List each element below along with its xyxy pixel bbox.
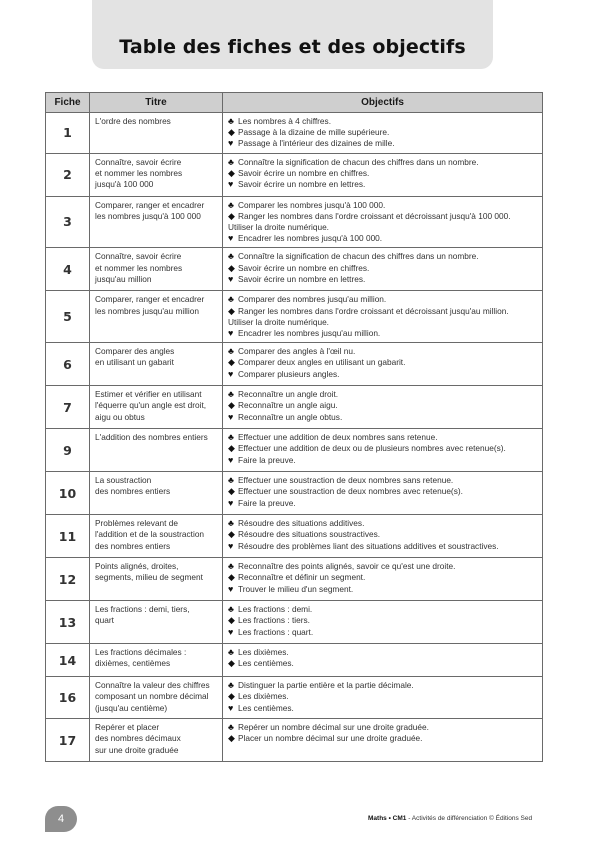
- club-icon: ♣: [228, 475, 234, 486]
- footer-credit-rest: - Activités de différenciation © Éditions Sed: [406, 815, 533, 822]
- club-icon: ♣: [228, 680, 234, 691]
- objectif-text: Faire la preuve.: [238, 497, 296, 508]
- heart-icon: ♥: [228, 233, 234, 244]
- table-row: [46, 472, 543, 515]
- objectif-item: [228, 475, 538, 486]
- objectif-item: [228, 179, 538, 190]
- titre-line: en utilisant un gabarit: [95, 357, 174, 368]
- fiche-number: 4: [46, 248, 90, 291]
- objectif-item: [228, 369, 538, 380]
- objectif-text: Les fractions : tiers.: [238, 615, 310, 626]
- titre-line: des nombres entiers: [95, 540, 171, 551]
- club-icon: ♣: [228, 722, 234, 733]
- club-icon: ♣: [228, 389, 234, 400]
- objectif-item: [228, 233, 538, 244]
- objectif-item: [228, 168, 538, 179]
- objectif-item: [228, 317, 538, 328]
- titre-line: segments, milieu de segment: [95, 572, 203, 583]
- heart-icon: ♥: [228, 454, 234, 465]
- club-icon: ♣: [228, 199, 234, 210]
- heart-icon: ♥: [228, 179, 234, 190]
- heart-icon: ♥: [228, 702, 234, 713]
- table-row: [46, 386, 543, 429]
- table-row: [46, 291, 543, 343]
- table-row: [46, 248, 543, 291]
- diamond-icon: ◆: [228, 262, 235, 273]
- fiche-titre: [90, 719, 223, 762]
- footer-credit-bold: Maths • CM1: [368, 815, 407, 822]
- fiche-number: 3: [46, 196, 90, 248]
- page-number: 4: [57, 813, 65, 825]
- fiche-objectifs: [223, 343, 543, 386]
- objectif-text: Comparer des angles à l'œil nu.: [238, 346, 356, 357]
- objectif-text: Reconnaître un angle aigu.: [238, 400, 338, 411]
- fiche-number: 7: [46, 386, 90, 429]
- diamond-icon: ◆: [228, 615, 235, 626]
- objectif-item: [228, 116, 538, 127]
- objectif-text: Les centièmes.: [238, 702, 294, 713]
- diamond-icon: ◆: [228, 167, 235, 178]
- fiche-titre: [90, 677, 223, 719]
- objectif-text: Les centièmes.: [238, 658, 294, 669]
- fiche-titre: [90, 429, 223, 472]
- titre-line: sur une droite graduée: [95, 744, 179, 755]
- objectif-item: [228, 127, 538, 138]
- objectif-text: Effectuer une addition de deux ou de plusieurs nombres avec retenue(s).: [238, 443, 506, 454]
- titre-line: aigu ou obtus: [95, 411, 145, 422]
- fiche-objectifs: [223, 429, 543, 472]
- objectif-item: [228, 389, 538, 400]
- objectif-text: Les dixièmes.: [238, 647, 289, 658]
- objectif-item: [228, 691, 538, 702]
- objectif-text: Les fractions : quart.: [238, 626, 314, 637]
- fiche-number: 6: [46, 343, 90, 386]
- objectif-item: [228, 680, 538, 691]
- objectif-text: Connaître la signification de chacun des chiffres dans un nombre.: [238, 251, 479, 262]
- table-row: [46, 113, 543, 154]
- objectif-item: [228, 733, 538, 744]
- objectif-item: [228, 274, 538, 285]
- titre-line: Connaître, savoir écrire: [95, 251, 182, 262]
- objectif-text: Résoudre des situations additives.: [238, 518, 365, 529]
- heart-icon: ♥: [228, 626, 234, 637]
- objectif-item: [228, 412, 538, 423]
- titre-line: L'ordre des nombres: [95, 116, 171, 126]
- objectif-item: [228, 222, 538, 233]
- objectif-item: [228, 627, 538, 638]
- objectif-text: Reconnaître des points alignés, savoir ce qu'est une droite.: [238, 561, 456, 572]
- objectif-text: Reconnaître un angle obtus.: [238, 411, 343, 422]
- titre-line: (jusqu'au centième): [95, 702, 168, 713]
- heart-icon: ♥: [228, 273, 234, 284]
- fiche-number: 14: [46, 644, 90, 677]
- fiche-titre: [90, 558, 223, 601]
- titre-line: Connaître la valeur des chiffres: [95, 680, 210, 691]
- fiche-number: 2: [46, 153, 90, 196]
- titre-line: l'addition et de la soustraction: [95, 529, 205, 540]
- objectif-item: [228, 157, 538, 168]
- objectif-item: [228, 498, 538, 509]
- objectif-text: Repérer un nombre décimal sur une droite graduée.: [238, 722, 429, 733]
- titre-line: des nombres entiers: [95, 486, 171, 497]
- page-title: Table des fiches et des objectifs: [119, 36, 466, 58]
- objectif-text: Effectuer une soustraction de deux nombres sans retenue.: [238, 475, 454, 486]
- titre-line: et nommer les nombres: [95, 167, 183, 178]
- diamond-icon: ◆: [228, 486, 235, 497]
- titre-line: Comparer, ranger et encadrer: [95, 199, 205, 210]
- fiche-objectifs: [223, 644, 543, 677]
- fiche-objectifs: [223, 113, 543, 154]
- objectif-text: Savoir écrire un nombre en chiffres.: [238, 262, 370, 273]
- titre-line: L'addition des nombres entiers: [95, 432, 208, 443]
- club-icon: ♣: [228, 561, 234, 572]
- fiche-titre: [90, 113, 223, 154]
- objectif-text: Les fractions : demi.: [238, 604, 313, 615]
- objectif-item: [228, 722, 538, 733]
- title-banner: [92, 0, 493, 69]
- objectif-item: [228, 703, 538, 714]
- diamond-icon: ◆: [228, 127, 235, 138]
- titre-line: Les fractions : demi, tiers,: [95, 604, 190, 615]
- fiche-objectifs: [223, 248, 543, 291]
- fiche-number: 16: [46, 677, 90, 719]
- titre-line: Estimer et vérifier en utilisant: [95, 389, 202, 400]
- footer-credit: [368, 815, 532, 822]
- diamond-icon: ◆: [228, 305, 235, 316]
- fiche-objectifs: [223, 601, 543, 644]
- objectif-text: Savoir écrire un nombre en lettres.: [238, 273, 366, 284]
- objectif-text: Effectuer une soustraction de deux nombres avec retenue(s).: [238, 486, 463, 497]
- titre-line: La soustraction: [95, 475, 152, 486]
- objectif-text: Connaître la signification de chacun des chiffres dans un nombre.: [238, 156, 479, 167]
- titre-line: Comparer, ranger et encadrer: [95, 294, 205, 305]
- fiche-titre: [90, 644, 223, 677]
- objectif-item: [228, 306, 538, 317]
- titre-line: les nombres jusqu'à 100 000: [95, 210, 201, 221]
- objectif-text: Les dixièmes.: [238, 691, 289, 702]
- fiche-number: 10: [46, 472, 90, 515]
- fiche-objectifs: [223, 386, 543, 429]
- objectif-item: [228, 138, 538, 149]
- fiche-titre: [90, 601, 223, 644]
- objectif-item: [228, 615, 538, 626]
- fiche-number: 17: [46, 719, 90, 762]
- diamond-icon: ◆: [228, 733, 235, 744]
- objectif-text: Ranger les nombres dans l'ordre croissant et décroissant jusqu'à 100 000.: [238, 210, 511, 221]
- table-row: [46, 558, 543, 601]
- heart-icon: ♥: [228, 328, 234, 339]
- objectif-item: [228, 486, 538, 497]
- titre-line: Repérer et placer: [95, 722, 160, 733]
- titre-line: des nombres décimaux: [95, 733, 181, 744]
- fiche-titre: [90, 248, 223, 291]
- club-icon: ♣: [228, 346, 234, 357]
- objectif-text: Reconnaître un angle droit.: [238, 389, 339, 400]
- objectif-text: Comparer les nombres jusqu'à 100 000.: [238, 199, 386, 210]
- fiche-objectifs: [223, 153, 543, 196]
- titre-line: les nombres jusqu'au million: [95, 305, 199, 316]
- header-objectifs: Objectifs: [223, 93, 543, 113]
- fiche-objectifs: [223, 515, 543, 558]
- objectif-item: [228, 541, 538, 552]
- club-icon: ♣: [228, 251, 234, 262]
- fiche-number: 13: [46, 601, 90, 644]
- objectif-item: [228, 604, 538, 615]
- fiche-titre: [90, 472, 223, 515]
- objectif-text: Savoir écrire un nombre en lettres.: [238, 179, 366, 190]
- titre-line: Problèmes relevant de: [95, 518, 179, 529]
- objectif-text: Utiliser la droite numérique.: [228, 316, 329, 327]
- diamond-icon: ◆: [228, 658, 235, 669]
- heart-icon: ♥: [228, 411, 234, 422]
- header-titre: Titre: [90, 93, 223, 113]
- fiche-number: 9: [46, 429, 90, 472]
- objectif-item: [228, 572, 538, 583]
- diamond-icon: ◆: [228, 357, 235, 368]
- objectif-text: Comparer plusieurs angles.: [238, 368, 340, 379]
- objectif-item: [228, 647, 538, 658]
- heart-icon: ♥: [228, 138, 234, 149]
- titre-line: dixièmes, centièmes: [95, 658, 171, 669]
- fiche-objectifs: [223, 472, 543, 515]
- objectif-text: Savoir écrire un nombre en chiffres.: [238, 167, 370, 178]
- objectif-item: [228, 561, 538, 572]
- objectif-text: Passage à l'intérieur des dizaines de mille.: [238, 138, 395, 149]
- table-row: [46, 719, 543, 762]
- objectif-item: [228, 251, 538, 262]
- club-icon: ♣: [228, 518, 234, 529]
- objectif-text: Reconnaître et définir un segment.: [238, 572, 366, 583]
- heart-icon: ♥: [228, 368, 234, 379]
- table-header-row: [46, 93, 543, 113]
- fiche-titre: [90, 386, 223, 429]
- table-row: [46, 601, 543, 644]
- objectif-item: [228, 584, 538, 595]
- club-icon: ♣: [228, 432, 234, 443]
- table-row: [46, 677, 543, 719]
- titre-line: jusqu'à 100 000: [95, 179, 154, 190]
- club-icon: ♣: [228, 294, 234, 305]
- diamond-icon: ◆: [228, 691, 235, 702]
- club-icon: ♣: [228, 156, 234, 167]
- club-icon: ♣: [228, 647, 234, 658]
- objectif-text: Faire la preuve.: [238, 454, 296, 465]
- objectif-item: [228, 294, 538, 305]
- diamond-icon: ◆: [228, 572, 235, 583]
- table-row: [46, 343, 543, 386]
- table-row: [46, 644, 543, 677]
- objectif-item: [228, 443, 538, 454]
- objectif-text: Comparer des nombres jusqu'au million.: [238, 294, 387, 305]
- fiche-titre: [90, 291, 223, 343]
- table-row: [46, 153, 543, 196]
- titre-line: Comparer des angles: [95, 346, 175, 357]
- diamond-icon: ◆: [228, 400, 235, 411]
- heart-icon: ♥: [228, 497, 234, 508]
- objectif-text: Les nombres à 4 chiffres.: [238, 116, 332, 126]
- table-row: [46, 196, 543, 248]
- fiche-number: 12: [46, 558, 90, 601]
- objectif-item: [228, 211, 538, 222]
- club-icon: ♣: [228, 604, 234, 615]
- objectif-text: Résoudre des problèmes liant des situations additives et soustractives.: [238, 540, 499, 551]
- heart-icon: ♥: [228, 583, 234, 594]
- objectif-text: Comparer deux angles en utilisant un gabarit.: [238, 357, 406, 368]
- heart-icon: ♥: [228, 540, 234, 551]
- table-row: [46, 429, 543, 472]
- objectif-text: Ranger les nombres dans l'ordre croissant et décroissant jusqu'au million.: [238, 305, 509, 316]
- page-number-badge: [45, 806, 77, 832]
- objectif-item: [228, 200, 538, 211]
- objectif-text: Effectuer une addition de deux nombres sans retenue.: [238, 432, 438, 443]
- objectif-item: [228, 346, 538, 357]
- fiche-titre: [90, 343, 223, 386]
- objectif-text: Trouver le milieu d'un segment.: [238, 583, 354, 594]
- fiche-titre: [90, 153, 223, 196]
- fiche-number: 1: [46, 113, 90, 154]
- objectif-item: [228, 658, 538, 669]
- fiche-objectifs: [223, 677, 543, 719]
- objectif-item: [228, 400, 538, 411]
- diamond-icon: ◆: [228, 443, 235, 454]
- titre-line: l'équerre qu'un angle est droit,: [95, 400, 207, 411]
- titre-line: composant un nombre décimal: [95, 691, 209, 702]
- objectif-item: [228, 263, 538, 274]
- objectif-text: Résoudre des situations soustractives.: [238, 529, 381, 540]
- objectif-item: [228, 328, 538, 339]
- fiche-objectifs: [223, 291, 543, 343]
- club-icon: ♣: [228, 116, 234, 126]
- fiches-table: [45, 92, 543, 762]
- fiche-titre: [90, 515, 223, 558]
- objectif-text: Placer un nombre décimal sur une droite graduée.: [238, 733, 423, 744]
- objectif-text: Encadrer les nombres jusqu'au million.: [238, 328, 381, 339]
- titre-line: Les fractions décimales :: [95, 647, 187, 658]
- fiche-objectifs: [223, 719, 543, 762]
- titre-line: Points alignés, droites,: [95, 561, 179, 572]
- objectif-item: [228, 455, 538, 466]
- objectif-text: Utiliser la droite numérique.: [228, 222, 329, 233]
- header-fiche: Fiche: [46, 93, 90, 113]
- titre-line: Connaître, savoir écrire: [95, 156, 182, 167]
- objectif-item: [228, 529, 538, 540]
- fiche-objectifs: [223, 558, 543, 601]
- titre-line: et nommer les nombres: [95, 262, 183, 273]
- table-row: [46, 515, 543, 558]
- objectif-text: Passage à la dizaine de mille supérieure.: [238, 127, 390, 138]
- objectif-item: [228, 357, 538, 368]
- titre-line: quart: [95, 615, 114, 626]
- titre-line: jusqu'au million: [95, 273, 152, 284]
- objectif-text: Encadrer les nombres jusqu'à 100 000.: [238, 233, 383, 244]
- fiche-titre: [90, 196, 223, 248]
- objectif-item: [228, 518, 538, 529]
- objectif-item: [228, 432, 538, 443]
- fiche-number: 11: [46, 515, 90, 558]
- diamond-icon: ◆: [228, 529, 235, 540]
- fiche-number: 5: [46, 291, 90, 343]
- fiche-objectifs: [223, 196, 543, 248]
- diamond-icon: ◆: [228, 210, 235, 221]
- objectif-text: Distinguer la partie entière et la partie décimale.: [238, 680, 414, 691]
